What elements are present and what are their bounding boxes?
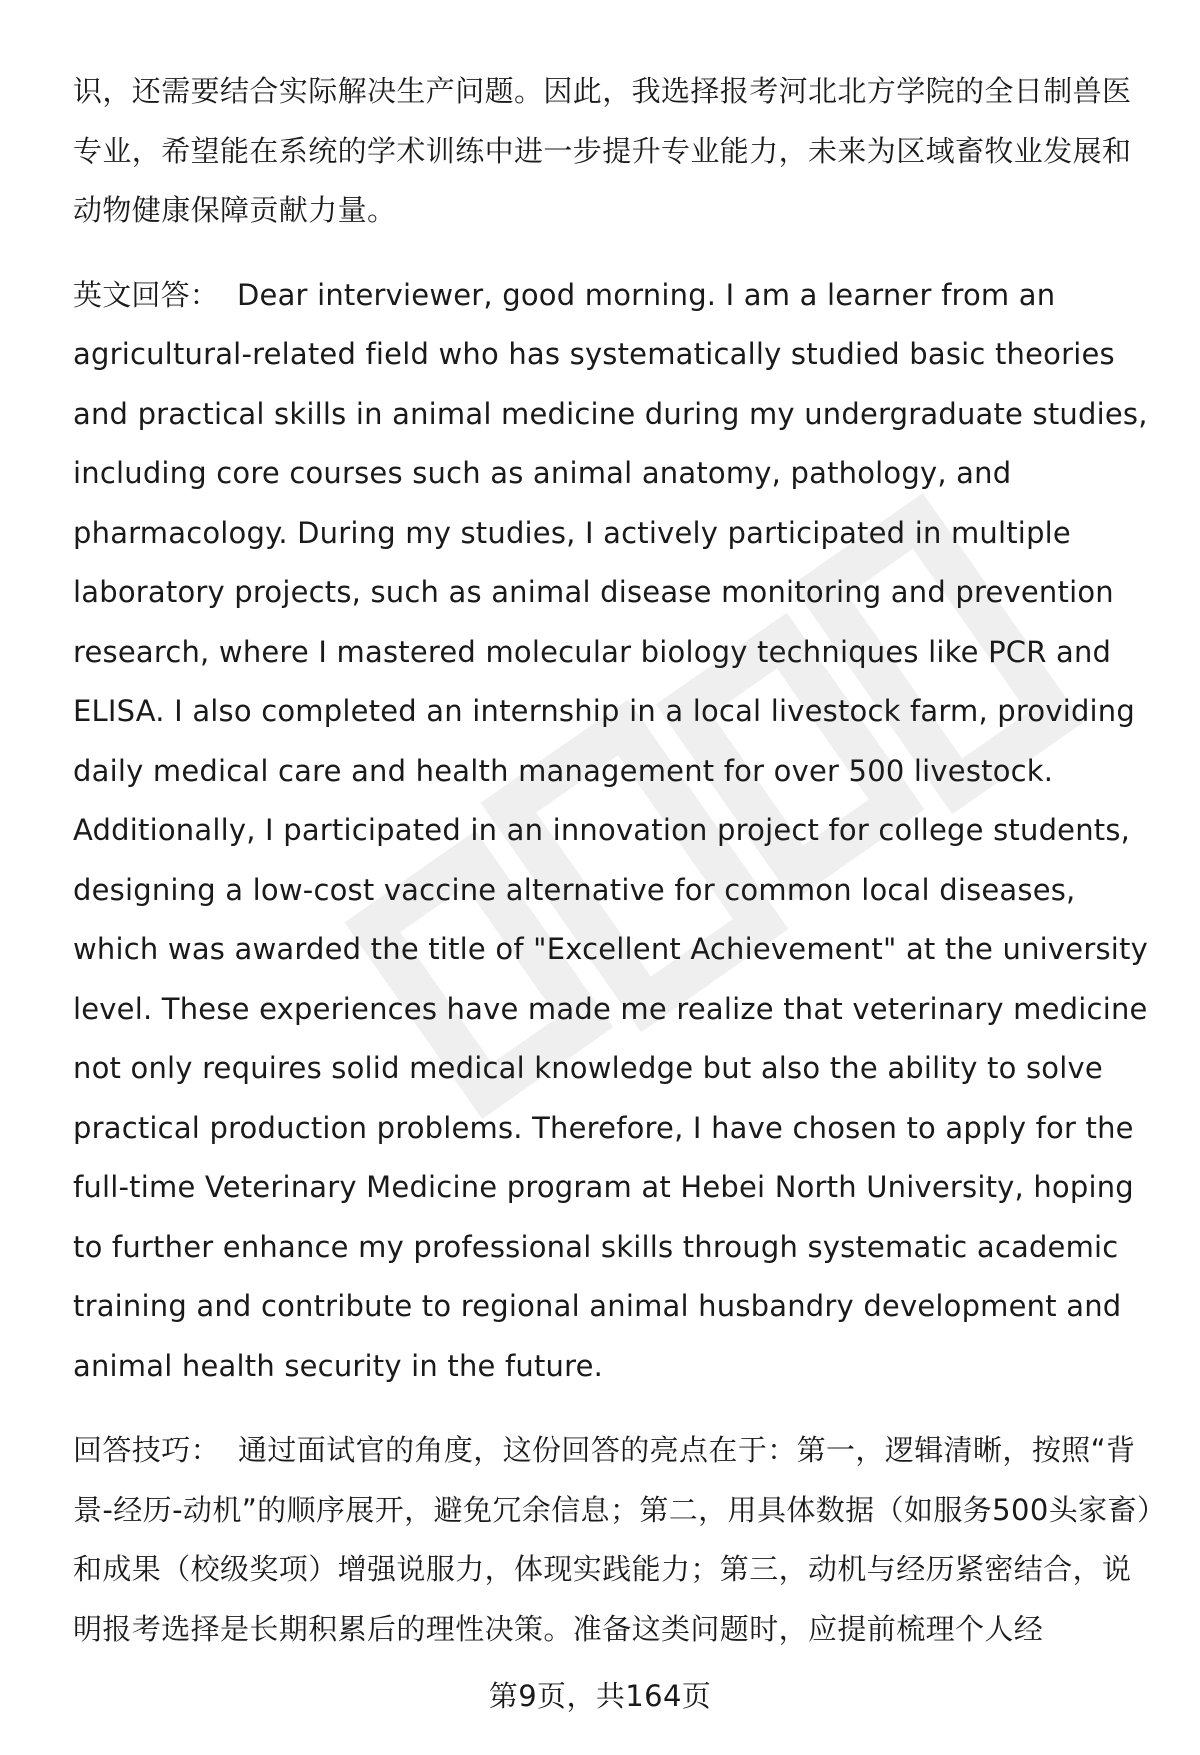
answer-tips-paragraph [73,1421,1153,1659]
answer-tips-label: 回答技巧： [73,1433,221,1467]
english-answer-text: Dear interviewer, good morning. I am a learner from an agricultural-related field who has systematically studied basic theories and practical skills in animal medicine during my undergraduate studies, including core courses such as animal anatomy, pathology, and pharmacology. During my studies, I actively participated in multiple laboratory projects, such as animal disease monitoring and prevention research, where I mastered molecular biology techniques like PCR and ELISA. I also completed an internship in a local livestock farm, providing daily medical care and health management for over 500 livestock. Additionally, I participated in an innovation project for college students, designing a low-cost vaccine alternative for common local diseases, which was awarded the title of "Excellent Achievement" at the university level. These experiences have made me realize that veterinary medicine not only requires solid medical knowledge but also the ability to solve practical production problems. Therefore, I have chosen to apply for the full-time Veterinary Medicine program at Hebei North University, hoping to further enhance my professional skills through systematic academic training and contribute to regional animal husbandry development and animal health security in the future. [73,277,1148,1383]
document-page [73,62,1153,1659]
paragraph-continuation: 识，还需要结合实际解决生产问题。因此，我选择报考河北北方学院的全日制兽医专业，希望能在系统的学术训练中进一步提升专业能力，未来为区域畜牧业发展和动物健康保障贡献力量。 [73,74,1132,227]
answer-tips-text: 通过面试官的角度，这份回答的亮点在于：第一，逻辑清晰，按照“背景-经历-动机”的顺序展开，避免冗余信息；第二，用具体数据（如服务500头家畜）和成果（校级奖项）增强说服力，体现实践能力；第三，动机与经历紧密结合，说明报考选择是长期积累后的理性决策。准备这类问题时，应提前梳理个人经 [73,1433,1152,1646]
english-answer-paragraph [73,266,1153,1397]
english-answer-label: 英文回答： [73,277,220,312]
page-indicator: 第9页，共164页 [488,1679,712,1713]
